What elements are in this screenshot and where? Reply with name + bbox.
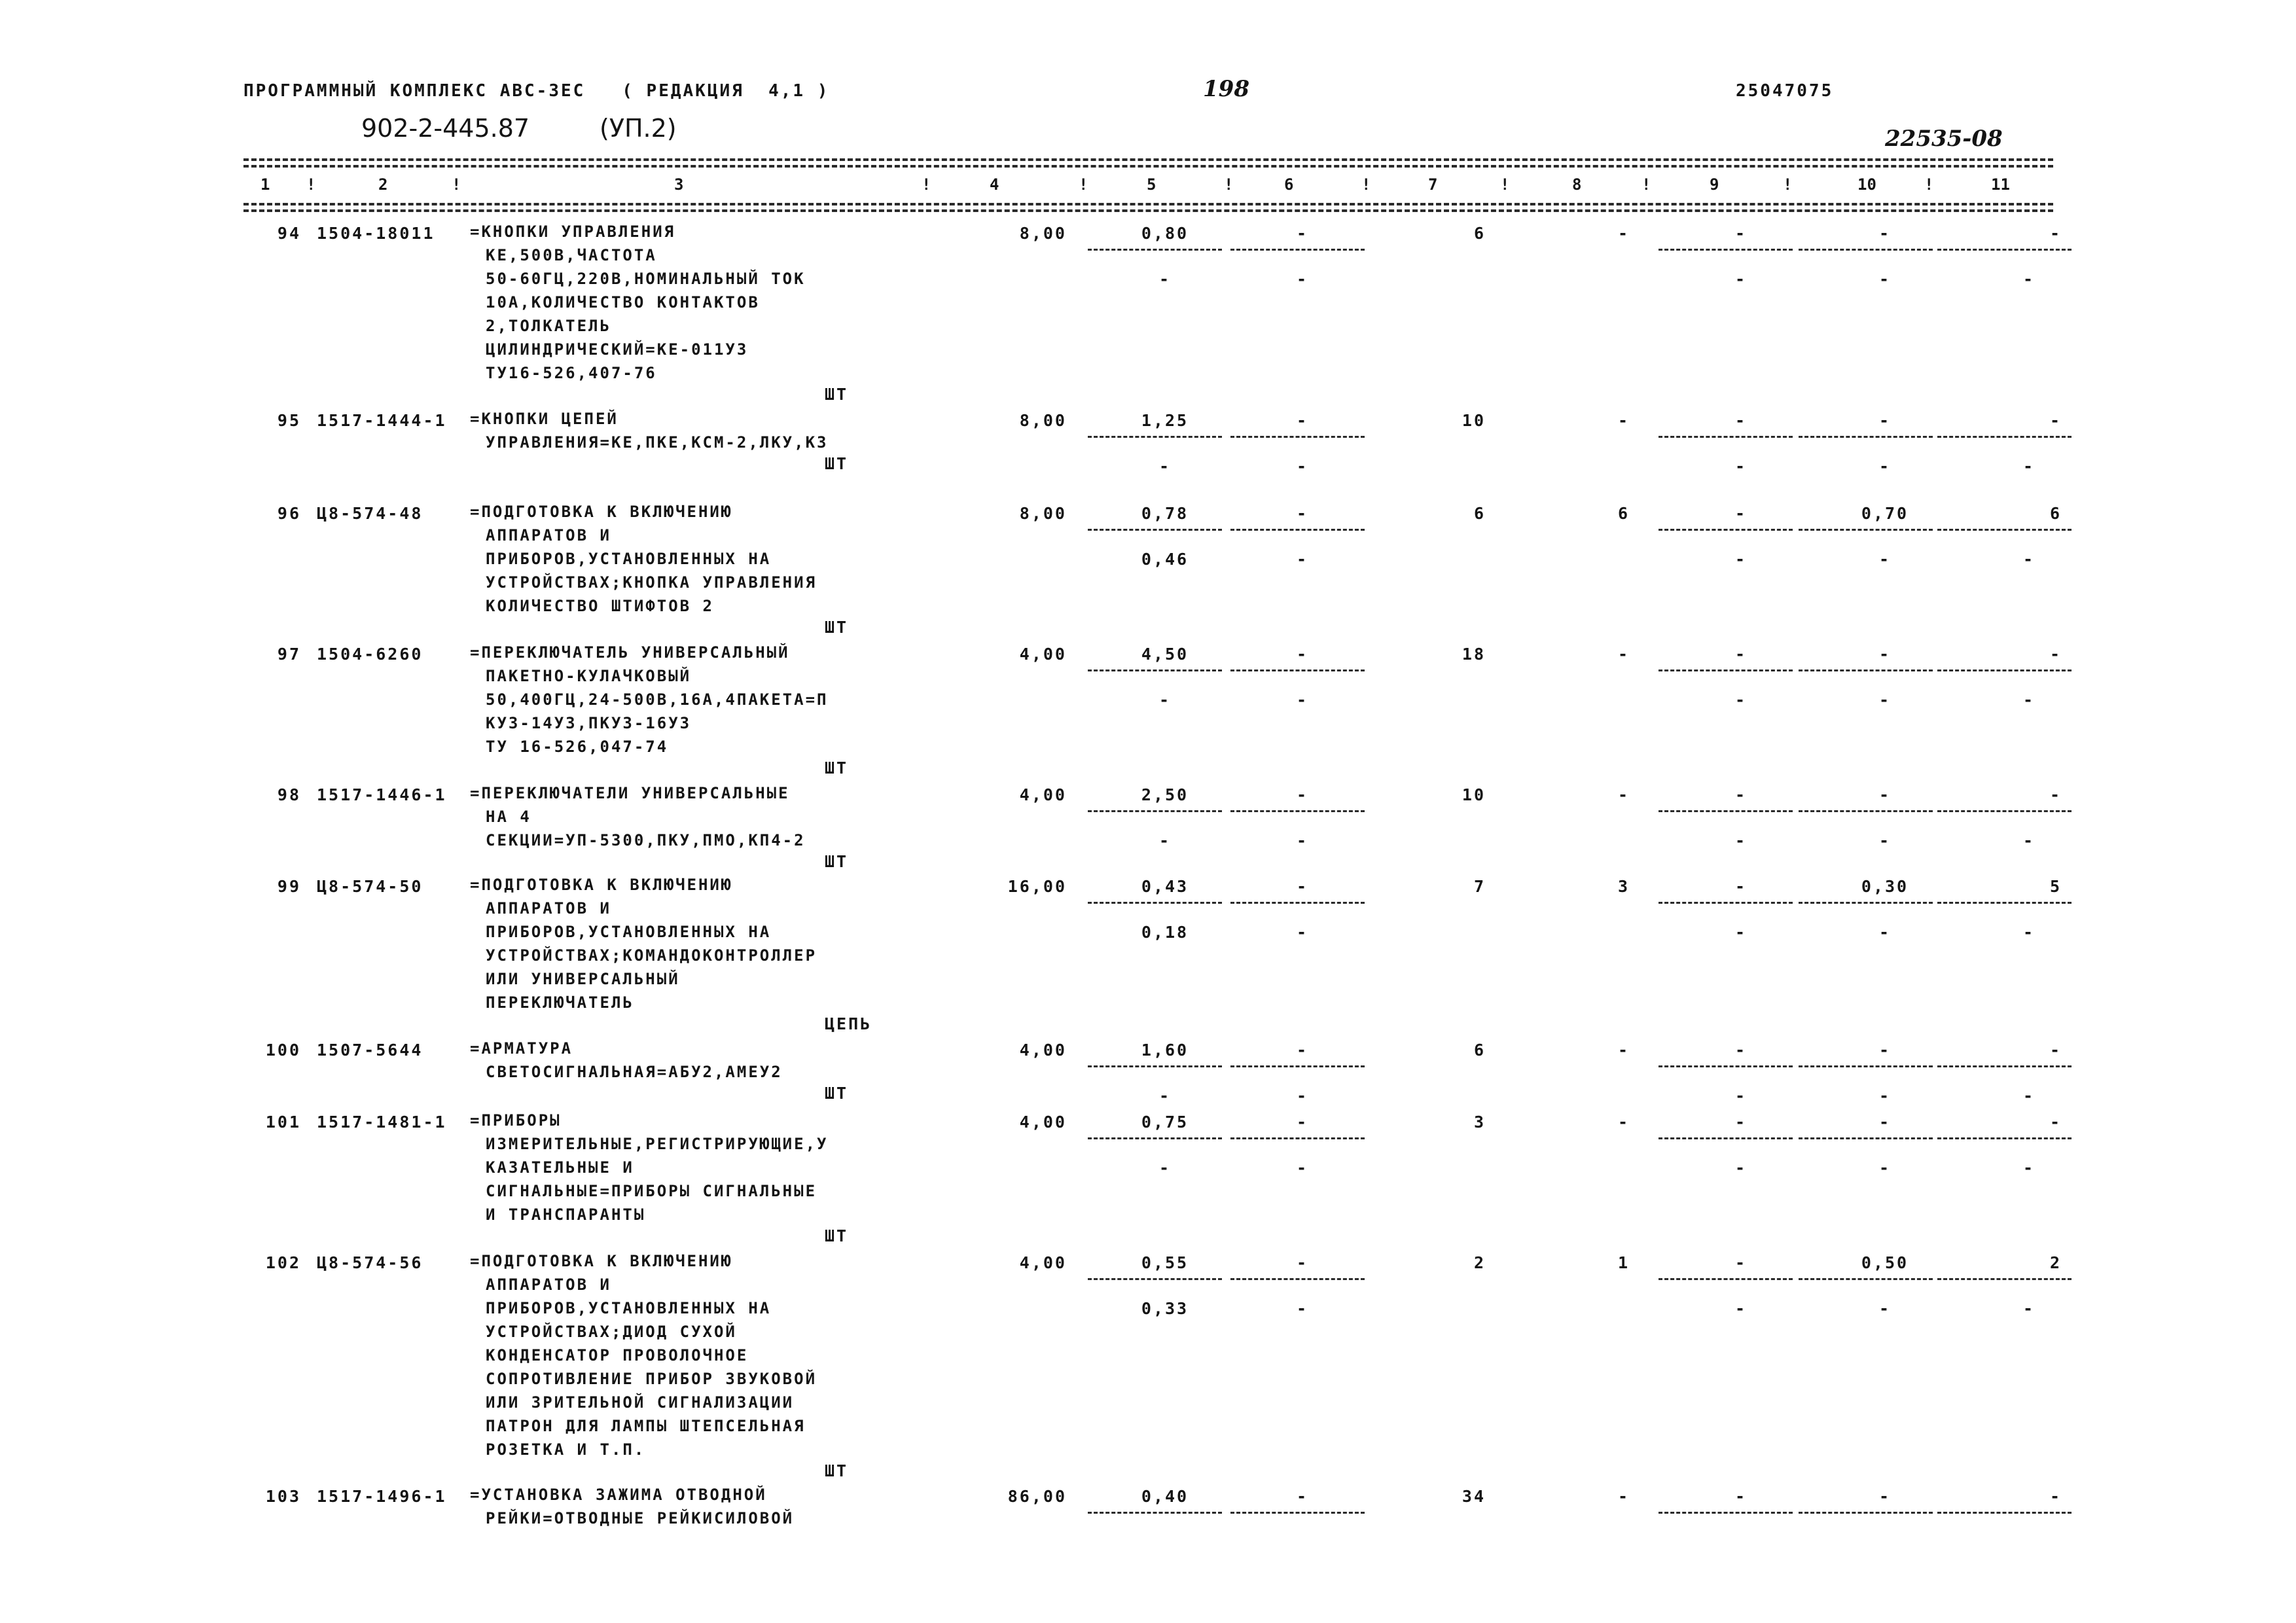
cell-col10-lower: - bbox=[1878, 1299, 1892, 1318]
cell-col6-lower: - bbox=[1296, 550, 1309, 569]
cell-col5-lower: 0,46 bbox=[1141, 550, 1189, 569]
rule-col5 bbox=[1088, 1512, 1222, 1514]
column-separator: ! bbox=[1224, 175, 1234, 194]
cell-col6-lower: - bbox=[1296, 1086, 1309, 1105]
rule-col10 bbox=[1799, 902, 1933, 904]
cell-col5: 1,25 bbox=[1141, 411, 1189, 430]
cell-col8: - bbox=[1617, 411, 1630, 430]
description-line: РЕЙКИ=ОТВОДНЫЕ РЕЙКИСИЛОВОЙ bbox=[486, 1509, 795, 1527]
cell-col11-lower: - bbox=[2022, 1299, 2036, 1318]
cell-col4: 8,00 bbox=[1019, 504, 1067, 523]
rule-col6 bbox=[1230, 1512, 1365, 1514]
cell-col10: - bbox=[1878, 645, 1892, 664]
cell-col7: 6 bbox=[1473, 504, 1486, 523]
cell-col9-lower: - bbox=[1734, 550, 1748, 569]
cell-col10-lower: - bbox=[1878, 1086, 1892, 1105]
cell-col9: - bbox=[1734, 1041, 1748, 1060]
description-line: СВЕТОСИГНАЛЬНАЯ=АБУ2,АМЕУ2 bbox=[486, 1063, 783, 1081]
cell-col9: - bbox=[1734, 1487, 1748, 1506]
cell-col6-lower: - bbox=[1296, 270, 1309, 289]
cell-col11-lower: - bbox=[2022, 923, 2036, 942]
cell-col9-lower: - bbox=[1734, 690, 1748, 709]
row-description bbox=[470, 1249, 817, 1461]
description-line: ПРИБОРОВ,УСТАНОВЛЕННЫХ НА bbox=[486, 1299, 772, 1317]
description-line: АППАРАТОВ И bbox=[486, 899, 611, 918]
description-line: 10А,КОЛИЧЕСТВО КОНТАКТОВ bbox=[486, 293, 760, 312]
row-description bbox=[470, 781, 806, 852]
description-line: ПЕРЕКЛЮЧАТЕЛЬ bbox=[486, 993, 634, 1012]
cell-col4: 86,00 bbox=[1007, 1487, 1067, 1506]
column-separator: ! bbox=[306, 175, 316, 194]
cell-col10: 0,30 bbox=[1861, 877, 1909, 896]
rule-col5 bbox=[1088, 1278, 1222, 1280]
column-separator: ! bbox=[922, 175, 931, 194]
rule-col11 bbox=[1937, 902, 2072, 904]
cell-col11: - bbox=[2049, 411, 2062, 430]
cell-col5: 0,40 bbox=[1141, 1487, 1189, 1506]
cell-col5: 4,50 bbox=[1141, 645, 1189, 664]
row-code: Ц8-574-50 bbox=[317, 877, 423, 896]
rule-col6 bbox=[1230, 902, 1365, 904]
description-line: ПАТРОН ДЛЯ ЛАМПЫ ШТЕПСЕЛЬНАЯ bbox=[486, 1417, 806, 1435]
description-line: УСТРОЙСТВАХ;КОМАНДОКОНТРОЛЛЕР bbox=[486, 946, 817, 965]
cell-col8: - bbox=[1617, 224, 1630, 243]
cell-col11: 5 bbox=[2049, 877, 2062, 896]
description-line: =УСТАНОВКА ЗАЖИМА ОТВОДНОЙ bbox=[470, 1486, 767, 1504]
column-header-5: 5 bbox=[1147, 175, 1157, 194]
row-code: 1517-1444-1 bbox=[317, 411, 447, 430]
cell-col8: - bbox=[1617, 1113, 1630, 1132]
column-separator: ! bbox=[1924, 175, 1934, 194]
cell-col5: 0,80 bbox=[1141, 224, 1189, 243]
column-header-9: 9 bbox=[1710, 175, 1719, 194]
row-description bbox=[470, 1037, 783, 1084]
cell-col7: 10 bbox=[1462, 785, 1486, 804]
cell-col6: - bbox=[1296, 411, 1309, 430]
cell-col10: - bbox=[1878, 1113, 1892, 1132]
rule-col11 bbox=[1937, 249, 2072, 251]
rule-col6 bbox=[1230, 1137, 1365, 1139]
row-code: Ц8-574-56 bbox=[317, 1253, 423, 1272]
description-line: АППАРАТОВ И bbox=[486, 526, 611, 544]
cell-col11: 6 bbox=[2049, 504, 2062, 523]
cell-col8: 3 bbox=[1617, 877, 1630, 896]
cell-col11: - bbox=[2049, 1487, 2062, 1506]
row-unit: ШТ bbox=[825, 618, 849, 637]
cell-col9-lower: - bbox=[1734, 831, 1748, 850]
project-code: 902-2-445.87 bbox=[361, 114, 530, 143]
cell-col10: - bbox=[1878, 1041, 1892, 1060]
cell-col11: - bbox=[2049, 1041, 2062, 1060]
rule-col11 bbox=[1937, 669, 2072, 671]
cell-col5: 2,50 bbox=[1141, 785, 1189, 804]
row-number: 98 bbox=[277, 785, 301, 804]
cell-col10: 0,70 bbox=[1861, 504, 1909, 523]
cell-col10-lower: - bbox=[1878, 923, 1892, 942]
description-line: СИГНАЛЬНЫЕ=ПРИБОРЫ СИГНАЛЬНЫЕ bbox=[486, 1182, 817, 1200]
description-line: ТУ 16-526,047-74 bbox=[486, 738, 669, 756]
volume-label: (УП.2) bbox=[600, 114, 677, 143]
cell-col7: 6 bbox=[1473, 224, 1486, 243]
cell-col10-lower: - bbox=[1878, 457, 1892, 476]
column-separator: ! bbox=[1361, 175, 1371, 194]
description-line: =КНОПКИ УПРАВЛЕНИЯ bbox=[470, 223, 676, 241]
cell-col9: - bbox=[1734, 504, 1748, 523]
cell-col6: - bbox=[1296, 1253, 1309, 1272]
cell-col6: - bbox=[1296, 1487, 1309, 1506]
row-unit: ШТ bbox=[825, 1084, 849, 1103]
rule-col5 bbox=[1088, 249, 1222, 251]
header-rule-bottom bbox=[243, 203, 2053, 205]
row-code: 1504-18011 bbox=[317, 224, 435, 243]
cell-col10-lower: - bbox=[1878, 690, 1892, 709]
cell-col4: 16,00 bbox=[1007, 877, 1067, 896]
description-line: ИЛИ УНИВЕРСАЛЬНЫЙ bbox=[486, 970, 680, 988]
row-number: 102 bbox=[265, 1253, 301, 1272]
description-line: И ТРАНСПАРАНТЫ bbox=[486, 1205, 646, 1224]
cell-col11-lower: - bbox=[2022, 270, 2036, 289]
cell-col11: - bbox=[2049, 785, 2062, 804]
cell-col7: 10 bbox=[1462, 411, 1486, 430]
cell-col8: - bbox=[1617, 1041, 1630, 1060]
description-line: =АРМАТУРА bbox=[470, 1039, 573, 1058]
cell-col6: - bbox=[1296, 1041, 1309, 1060]
cell-col4: 4,00 bbox=[1019, 1041, 1067, 1060]
row-code: 1507-5644 bbox=[317, 1041, 423, 1060]
row-unit: ШТ bbox=[825, 758, 849, 777]
row-number: 103 bbox=[265, 1487, 301, 1506]
row-unit: ШТ bbox=[825, 454, 849, 473]
description-line: СОПРОТИВЛЕНИЕ ПРИБОР ЗВУКОВОЙ bbox=[486, 1370, 817, 1388]
description-line: ТУ16-526,407-76 bbox=[486, 364, 657, 382]
cell-col7: 18 bbox=[1462, 645, 1486, 664]
cell-col6-lower: - bbox=[1296, 923, 1309, 942]
rule-col9 bbox=[1659, 436, 1793, 438]
cell-col10-lower: - bbox=[1878, 270, 1892, 289]
cell-col10-lower: - bbox=[1878, 550, 1892, 569]
cell-col6: - bbox=[1296, 645, 1309, 664]
cell-col5: 0,43 bbox=[1141, 877, 1189, 896]
cell-col11-lower: - bbox=[2022, 1086, 2036, 1105]
rule-col11 bbox=[1937, 436, 2072, 438]
cell-col11-lower: - bbox=[2022, 690, 2036, 709]
rule-col5 bbox=[1088, 1065, 1222, 1067]
rule-col9 bbox=[1659, 1065, 1793, 1067]
description-line: 50-60ГЦ,220В,НОМИНАЛЬНЫЙ ТОК bbox=[486, 270, 806, 288]
cell-col4: 4,00 bbox=[1019, 1113, 1067, 1132]
cell-col9-lower: - bbox=[1734, 270, 1748, 289]
row-description bbox=[470, 1109, 828, 1226]
rule-col5 bbox=[1088, 436, 1222, 438]
row-description bbox=[470, 220, 806, 385]
page-number: 198 bbox=[1203, 76, 1249, 102]
rule-col10 bbox=[1799, 436, 1933, 438]
description-line: КАЗАТЕЛЬНЫЕ И bbox=[486, 1158, 634, 1177]
cell-col5-lower: - bbox=[1158, 1158, 1172, 1177]
description-line: =ПОДГОТОВКА К ВКЛЮЧЕНИЮ bbox=[470, 876, 733, 894]
cell-col5: 0,75 bbox=[1141, 1113, 1189, 1132]
cell-col6: - bbox=[1296, 224, 1309, 243]
column-separator: ! bbox=[1079, 175, 1088, 194]
cell-col9: - bbox=[1734, 411, 1748, 430]
cell-col10-lower: - bbox=[1878, 1158, 1892, 1177]
cell-col4: 4,00 bbox=[1019, 785, 1067, 804]
cell-col8: 6 bbox=[1617, 504, 1630, 523]
row-description bbox=[470, 1483, 794, 1530]
rule-col10 bbox=[1799, 1065, 1933, 1067]
rule-col10 bbox=[1799, 1512, 1933, 1514]
row-code: 1517-1496-1 bbox=[317, 1487, 447, 1506]
column-header-1: 1 bbox=[260, 175, 270, 194]
row-number: 100 bbox=[265, 1041, 301, 1060]
header-rule-bottom-2 bbox=[243, 209, 2053, 212]
cell-col7: 3 bbox=[1473, 1113, 1486, 1132]
rule-col9 bbox=[1659, 669, 1793, 671]
column-header-6: 6 bbox=[1284, 175, 1294, 194]
rule-col5 bbox=[1088, 810, 1222, 812]
cell-col6-lower: - bbox=[1296, 690, 1309, 709]
description-line: УСТРОЙСТВАХ;ДИОД СУХОЙ bbox=[486, 1323, 737, 1341]
column-header-2: 2 bbox=[378, 175, 388, 194]
rule-col5 bbox=[1088, 529, 1222, 531]
row-number: 99 bbox=[277, 877, 301, 896]
header-rule-top-2 bbox=[243, 165, 2053, 168]
cell-col9: - bbox=[1734, 1253, 1748, 1272]
description-line: ЦИЛИНДРИЧЕСКИЙ=КЕ-011У3 bbox=[486, 340, 749, 359]
row-number: 95 bbox=[277, 411, 301, 430]
row-description bbox=[470, 641, 828, 758]
rule-col10 bbox=[1799, 669, 1933, 671]
rule-col10 bbox=[1799, 810, 1933, 812]
cell-col9-lower: - bbox=[1734, 1299, 1748, 1318]
cell-col4: 8,00 bbox=[1019, 411, 1067, 430]
rule-col11 bbox=[1937, 810, 2072, 812]
row-unit: ШТ bbox=[825, 852, 849, 871]
row-description bbox=[470, 500, 817, 618]
rule-col5 bbox=[1088, 1137, 1222, 1139]
description-line: ПРИБОРОВ,УСТАНОВЛЕННЫХ НА bbox=[486, 550, 772, 568]
row-code: 1504-6260 bbox=[317, 645, 423, 664]
description-line: УСТРОЙСТВАХ;КНОПКА УПРАВЛЕНИЯ bbox=[486, 573, 817, 592]
cell-col11-lower: - bbox=[2022, 1158, 2036, 1177]
row-unit: ШТ bbox=[825, 1226, 849, 1245]
doc-code: 25047075 bbox=[1736, 81, 1834, 101]
rule-col11 bbox=[1937, 1137, 2072, 1139]
cell-col9-lower: - bbox=[1734, 1086, 1748, 1105]
rule-col10 bbox=[1799, 529, 1933, 531]
cell-col5-lower: 0,33 bbox=[1141, 1299, 1189, 1318]
rule-col5 bbox=[1088, 669, 1222, 671]
description-line: =ПЕРЕКЛЮЧАТЕЛИ УНИВЕРСАЛЬНЫЕ bbox=[470, 784, 790, 802]
description-line: КУЗ-14УЗ,ПКУЗ-16УЗ bbox=[486, 714, 692, 732]
description-line: 50,400ГЦ,24-500В,16А,4ПАКЕТА=П bbox=[486, 690, 829, 709]
rule-col9 bbox=[1659, 529, 1793, 531]
rule-col6 bbox=[1230, 249, 1365, 251]
cell-col9: - bbox=[1734, 877, 1748, 896]
description-line: ИЛИ ЗРИТЕЛЬНОЙ СИГНАЛИЗАЦИИ bbox=[486, 1393, 795, 1412]
description-line: КОЛИЧЕСТВО ШТИФТОВ 2 bbox=[486, 597, 714, 615]
column-separator: ! bbox=[1783, 175, 1793, 194]
column-header-3: 3 bbox=[674, 175, 684, 194]
rule-col6 bbox=[1230, 669, 1365, 671]
description-line: ИЗМЕРИТЕЛЬНЫЕ,РЕГИСТРИРУЮЩИЕ,У bbox=[486, 1135, 829, 1153]
cell-col5-lower: - bbox=[1158, 831, 1172, 850]
rule-col10 bbox=[1799, 1278, 1933, 1280]
description-line: =КНОПКИ ЦЕПЕЙ bbox=[470, 410, 619, 428]
cell-col11-lower: - bbox=[2022, 457, 2036, 476]
rule-col6 bbox=[1230, 1278, 1365, 1280]
rule-col9 bbox=[1659, 810, 1793, 812]
sheet-code: 22535-08 bbox=[1885, 126, 2003, 152]
cell-col7: 7 bbox=[1473, 877, 1486, 896]
rule-col11 bbox=[1937, 1065, 2072, 1067]
rule-col6 bbox=[1230, 529, 1365, 531]
rule-col10 bbox=[1799, 1137, 1933, 1139]
row-number: 97 bbox=[277, 645, 301, 664]
cell-col6: - bbox=[1296, 1113, 1309, 1132]
header-rule-top bbox=[243, 158, 2053, 161]
cell-col11: - bbox=[2049, 224, 2062, 243]
cell-col10: 0,50 bbox=[1861, 1253, 1909, 1272]
cell-col4: 8,00 bbox=[1019, 224, 1067, 243]
cell-col10: - bbox=[1878, 785, 1892, 804]
cell-col4: 4,00 bbox=[1019, 1253, 1067, 1272]
rule-col9 bbox=[1659, 249, 1793, 251]
cell-col5-lower: - bbox=[1158, 270, 1172, 289]
cell-col9-lower: - bbox=[1734, 923, 1748, 942]
cell-col8: 1 bbox=[1617, 1253, 1630, 1272]
rule-col10 bbox=[1799, 249, 1933, 251]
description-line: НА 4 bbox=[486, 808, 531, 826]
cell-col5-lower: - bbox=[1158, 1086, 1172, 1105]
row-number: 101 bbox=[265, 1113, 301, 1132]
cell-col6-lower: - bbox=[1296, 1158, 1309, 1177]
cell-col6-lower: - bbox=[1296, 1299, 1309, 1318]
cell-col11: - bbox=[2049, 645, 2062, 664]
cell-col11-lower: - bbox=[2022, 550, 2036, 569]
description-line: РОЗЕТКА И Т.П. bbox=[486, 1440, 646, 1459]
cell-col6-lower: - bbox=[1296, 831, 1309, 850]
row-unit: ЦЕПЬ bbox=[825, 1014, 872, 1033]
row-code: Ц8-574-48 bbox=[317, 504, 423, 523]
rule-col6 bbox=[1230, 436, 1365, 438]
column-separator: ! bbox=[1641, 175, 1651, 194]
description-line: КОНДЕНСАТОР ПРОВОЛОЧНОЕ bbox=[486, 1346, 749, 1364]
row-description bbox=[470, 407, 828, 454]
column-separator: ! bbox=[452, 175, 461, 194]
cell-col8: - bbox=[1617, 1487, 1630, 1506]
cell-col5-lower: 0,18 bbox=[1141, 923, 1189, 942]
cell-col10-lower: - bbox=[1878, 831, 1892, 850]
cell-col6: - bbox=[1296, 504, 1309, 523]
row-code: 1517-1481-1 bbox=[317, 1113, 447, 1132]
description-line: УПРАВЛЕНИЯ=КЕ,ПКЕ,КСМ-2,ЛКУ,КЗ bbox=[486, 433, 829, 452]
row-description bbox=[470, 873, 817, 1014]
rule-col11 bbox=[1937, 1512, 2072, 1514]
rule-col9 bbox=[1659, 902, 1793, 904]
row-code: 1517-1446-1 bbox=[317, 785, 447, 804]
cell-col5: 0,78 bbox=[1141, 504, 1189, 523]
cell-col8: - bbox=[1617, 645, 1630, 664]
row-unit: ШТ bbox=[825, 1461, 849, 1480]
cell-col11-lower: - bbox=[2022, 831, 2036, 850]
rule-col11 bbox=[1937, 529, 2072, 531]
cell-col4: 4,00 bbox=[1019, 645, 1067, 664]
column-header-7: 7 bbox=[1428, 175, 1438, 194]
column-header-11: 11 bbox=[1991, 175, 2010, 194]
column-header-10: 10 bbox=[1857, 175, 1876, 194]
description-line: =ПОДГОТОВКА К ВКЛЮЧЕНИЮ bbox=[470, 1252, 733, 1270]
description-line: =ПЕРЕКЛЮЧАТЕЛЬ УНИВЕРСАЛЬНЫЙ bbox=[470, 643, 790, 662]
rule-col6 bbox=[1230, 1065, 1365, 1067]
column-header-8: 8 bbox=[1572, 175, 1582, 194]
cell-col9: - bbox=[1734, 645, 1748, 664]
row-number: 94 bbox=[277, 224, 301, 243]
cell-col5-lower: - bbox=[1158, 457, 1172, 476]
row-number: 96 bbox=[277, 504, 301, 523]
description-line: =ПОДГОТОВКА К ВКЛЮЧЕНИЮ bbox=[470, 503, 733, 521]
program-title: ПРОГРАММНЫЙ КОМПЛЕКС АВС-ЗЕС ( РЕДАКЦИЯ 4,1 ) bbox=[243, 81, 830, 101]
cell-col10: - bbox=[1878, 224, 1892, 243]
rule-col5 bbox=[1088, 902, 1222, 904]
cell-col6-lower: - bbox=[1296, 457, 1309, 476]
column-header-4: 4 bbox=[990, 175, 999, 194]
cell-col11: - bbox=[2049, 1113, 2062, 1132]
cell-col11: 2 bbox=[2049, 1253, 2062, 1272]
description-line: 2,ТОЛКАТЕЛЬ bbox=[486, 317, 611, 335]
rule-col9 bbox=[1659, 1278, 1793, 1280]
rule-col9 bbox=[1659, 1137, 1793, 1139]
column-separator: ! bbox=[1500, 175, 1510, 194]
description-line: СЕКЦИИ=УП-5300,ПКУ,ПМО,КП4-2 bbox=[486, 831, 806, 849]
rule-col11 bbox=[1937, 1278, 2072, 1280]
cell-col8: - bbox=[1617, 785, 1630, 804]
description-line: АППАРАТОВ И bbox=[486, 1275, 611, 1294]
description-line: КЕ,500В,ЧАСТОТА bbox=[486, 246, 657, 264]
cell-col7: 34 bbox=[1462, 1487, 1486, 1506]
cell-col9-lower: - bbox=[1734, 457, 1748, 476]
cell-col9: - bbox=[1734, 1113, 1748, 1132]
row-unit: ШТ bbox=[825, 385, 849, 404]
cell-col10: - bbox=[1878, 411, 1892, 430]
cell-col7: 6 bbox=[1473, 1041, 1486, 1060]
cell-col10: - bbox=[1878, 1487, 1892, 1506]
cell-col5: 1,60 bbox=[1141, 1041, 1189, 1060]
cell-col9: - bbox=[1734, 785, 1748, 804]
cell-col6: - bbox=[1296, 785, 1309, 804]
cell-col5: 0,55 bbox=[1141, 1253, 1189, 1272]
rule-col6 bbox=[1230, 810, 1365, 812]
cell-col5-lower: - bbox=[1158, 690, 1172, 709]
cell-col7: 2 bbox=[1473, 1253, 1486, 1272]
cell-col9-lower: - bbox=[1734, 1158, 1748, 1177]
description-line: ПАКЕТНО-КУЛАЧКОВЫЙ bbox=[486, 667, 692, 685]
rule-col9 bbox=[1659, 1512, 1793, 1514]
description-line: =ПРИБОРЫ bbox=[470, 1111, 562, 1130]
cell-col6: - bbox=[1296, 877, 1309, 896]
cell-col9: - bbox=[1734, 224, 1748, 243]
description-line: ПРИБОРОВ,УСТАНОВЛЕННЫХ НА bbox=[486, 923, 772, 941]
